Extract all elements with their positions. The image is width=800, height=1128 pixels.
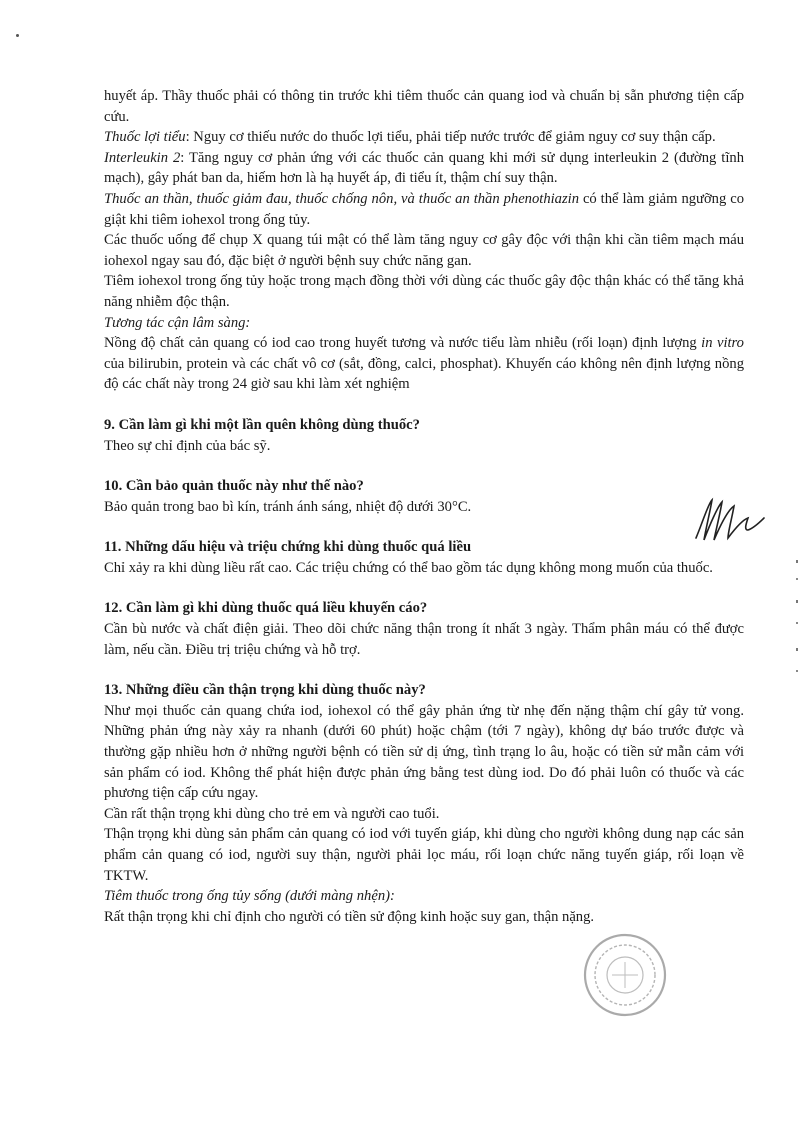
stamp-icon xyxy=(582,932,668,1018)
heading-section-10: 10. Cần bảo quản thuốc này như thế nào? xyxy=(104,478,364,495)
subheading-intrathecal xyxy=(104,886,744,907)
paragraph-blood-pressure: huyết áp. Thầy thuốc phải có thông tin trước khi tiêm thuốc cản quang iod và chuẩn bị sẵn phương tiện cấp cứu. xyxy=(104,88,744,125)
text-interleukin: : Tăng nguy cơ phản ứng với các thuốc cản quang khi mới sử dụng interleukin 2 (đường tĩnh mạch), gây phát ban da, hiếm hơn là hạ huyết áp, đi tiểu ít, thậm chí suy thận. xyxy=(104,149,744,187)
paragraph-section-13-epilepsy: Rất thận trọng khi chỉ định cho người có tiền sử động kinh hoặc suy gan, thận nặng. xyxy=(104,908,595,925)
paragraph-section-11: Chỉ xảy ra khi dùng liều rất cao. Các triệu chứng có thể bao gồm tác dụng không mong muốn của thuốc. xyxy=(104,559,713,576)
document-body xyxy=(104,86,744,927)
scan-edge-marks xyxy=(794,560,800,680)
paragraph-section-13-thyroid: Thận trọng khi dùng sản phẩm cản quang có iod với tuyến giáp, khi dùng cho người không dung nạp các sản phẩm cản quang có iod, người suy thận, người phải lọc máu, rối loạn chức năng tuyến giáp, rối loạn về TKTW. xyxy=(104,826,744,884)
paragraph-section-9: Theo sự chỉ định của bác sỹ. xyxy=(104,437,271,454)
term-in-vitro: in vitro xyxy=(701,335,744,352)
paragraph-section-12: Cần bù nước và chất điện giải. Theo dõi chức năng thận trong ít nhất 3 ngày. Thẩm phân máu có thể được làm, nếu cần. Điều trị triệu chứng và hỗ trợ. xyxy=(104,621,744,658)
heading-section-9: 9. Cần làm gì khi một lần quên không dùng thuốc? xyxy=(104,416,420,433)
subheading-lab-interactions xyxy=(104,313,744,334)
paragraph-diuretics xyxy=(104,127,744,148)
subheading-intrathecal-text: Tiêm thuốc trong ống tủy sống (dưới màng nhện): xyxy=(104,888,395,905)
paragraph-nephrotoxic: Tiêm iohexol trong ống tủy hoặc trong mạch đồng thời với dùng các thuốc gây độc thận khác có thể tăng khả năng nhiễm độc thận. xyxy=(104,273,744,310)
scan-speck xyxy=(16,34,19,37)
term-diuretics: Thuốc lợi tiểu xyxy=(104,129,186,146)
paragraph-section-10: Bảo quản trong bao bì kín, tránh ánh sáng, nhiệt độ dưới 30°C. xyxy=(104,498,472,515)
paragraph-interleukin xyxy=(104,148,744,189)
text-lab-a: Nồng độ chất cản quang có iod cao trong huyết tương và nước tiểu làm nhiễu (rối loạn) định lượng xyxy=(104,335,702,352)
term-interleukin: Interleukin 2 xyxy=(104,149,181,166)
heading-section-11: 11. Những dấu hiệu và triệu chứng khi dùng thuốc quá liều xyxy=(104,539,472,556)
text-diuretics: : Nguy cơ thiếu nước do thuốc lợi tiểu, phải tiếp nước trước để giảm nguy cơ suy thận cấp. xyxy=(185,129,716,146)
heading-section-13: 13. Những điều cần thận trọng khi dùng thuốc này? xyxy=(104,682,426,699)
heading-section-12: 12. Cần làm gì khi dùng thuốc quá liều khuyến cáo? xyxy=(104,600,428,617)
term-sedatives: Thuốc an thần, thuốc giảm đau, thuốc chống nôn, và thuốc an thần phenothiazin xyxy=(104,190,579,207)
text-sedatives: có thể làm giảm ngưỡng co giật khi tiêm iohexol trong ống tủy. xyxy=(104,190,744,228)
paragraph-lab-interactions xyxy=(104,333,744,395)
subheading-lab-interactions-text: Tương tác cận lâm sàng: xyxy=(104,314,251,331)
paragraph-oral-cholecystography: Các thuốc uống để chụp X quang túi mật có thể làm tăng nguy cơ gây độc với thận khi cần tiêm mạch máu iohexol ngay sau đó, đặc biệt ở người bệnh suy chức năng gan. xyxy=(104,232,744,269)
text-lab-b: của bilirubin, protein và các chất vô cơ (sắt, đồng, calci, phosphat). Khuyến cáo không nên định lượng nồng độ các chất này trong 24 giờ sau khi làm xét nghiệm xyxy=(104,355,744,393)
paragraph-sedatives xyxy=(104,189,744,230)
signature-icon xyxy=(688,494,768,544)
paragraph-section-13-reactions: Như mọi thuốc cản quang chứa iod, iohexol có thể gây phản ứng từ nhẹ đến nặng thậm chí gây tử vong. Những phản ứng này xảy ra nhanh (dưới 60 phút) hoặc chậm (tới 7 ngày), không dự báo trước được và thường gặp nhiều hơn ở những người bệnh có tiền sử dị ứng, tình trạng lo âu, hoặc có tiền sử mẫn cảm với sản phẩm có iod. Không thể phát hiện được phản ứng bằng test dùng iod. Do đó phải luôn có thuốc và các phương tiện cấp cứu ngay. xyxy=(104,702,744,802)
paragraph-section-13-elderly: Cần rất thận trọng khi dùng cho trẻ em và người cao tuổi. xyxy=(104,805,440,822)
